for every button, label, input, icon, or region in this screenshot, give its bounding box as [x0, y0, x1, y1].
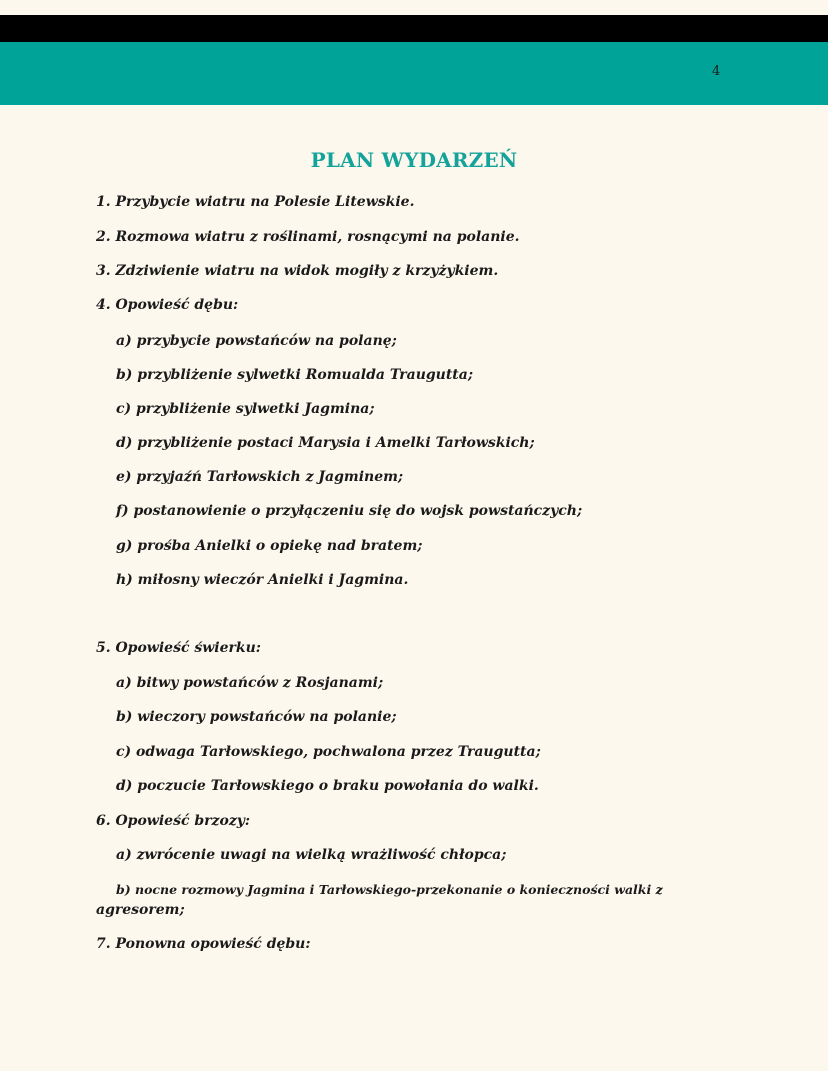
- sub-item: a) bitwy powstańców z Rosjanami;: [116, 675, 384, 691]
- sub-item: b) wieczory powstańców na polanie;: [116, 709, 397, 725]
- top-black-bar: [0, 15, 828, 42]
- sub-item: f) postanowienie o przyłączeniu się do wojsk powstańczych;: [116, 503, 583, 519]
- list-item: 4. Opowieść dębu:: [96, 297, 239, 313]
- sub-item: h) miłosny wieczór Anielki i Jagmina.: [116, 572, 409, 588]
- list-item: 5. Opowieść świerku:: [96, 640, 261, 656]
- sub-item: b) przybliżenie sylwetki Romualda Traugutta;: [116, 367, 474, 383]
- list-item: 2. Rozmowa wiatru z roślinami, rosnącymi na polanie.: [96, 229, 520, 245]
- header-teal-band: [0, 42, 828, 105]
- page-title: PLAN WYDARZEŃ: [310, 148, 518, 172]
- list-item: 3. Zdziwienie wiatru na widok mogiły z krzyżykiem.: [96, 263, 499, 279]
- sub-item: b) nocne rozmowy Jagmina i Tarłowskiego-przekonanie o konieczności walki z: [116, 882, 663, 897]
- sub-item-continuation: agresorem;: [96, 902, 185, 918]
- page-number: 4: [712, 64, 721, 79]
- sub-item: c) przybliżenie sylwetki Jagmina;: [116, 401, 375, 417]
- sub-item: d) poczucie Tarłowskiego o braku powołania do walki.: [116, 778, 539, 794]
- sub-item: g) prośba Anielki o opiekę nad bratem;: [116, 538, 423, 554]
- list-item: 1. Przybycie wiatru na Polesie Litewskie.: [96, 194, 415, 210]
- sub-item: e) przyjaźń Tarłowskich z Jagminem;: [116, 469, 404, 485]
- sub-item: d) przybliżenie postaci Marysia i Amelki Tarłowskich;: [116, 435, 535, 451]
- sub-item: a) zwrócenie uwagi na wielką wrażliwość chłopca;: [116, 847, 507, 863]
- list-item: 7. Ponowna opowieść dębu:: [96, 936, 311, 952]
- sub-item: a) przybycie powstańców na polanę;: [116, 333, 397, 349]
- sub-item: c) odwaga Tarłowskiego, pochwalona przez Traugutta;: [116, 744, 541, 760]
- list-item: 6. Opowieść brzozy:: [96, 813, 251, 829]
